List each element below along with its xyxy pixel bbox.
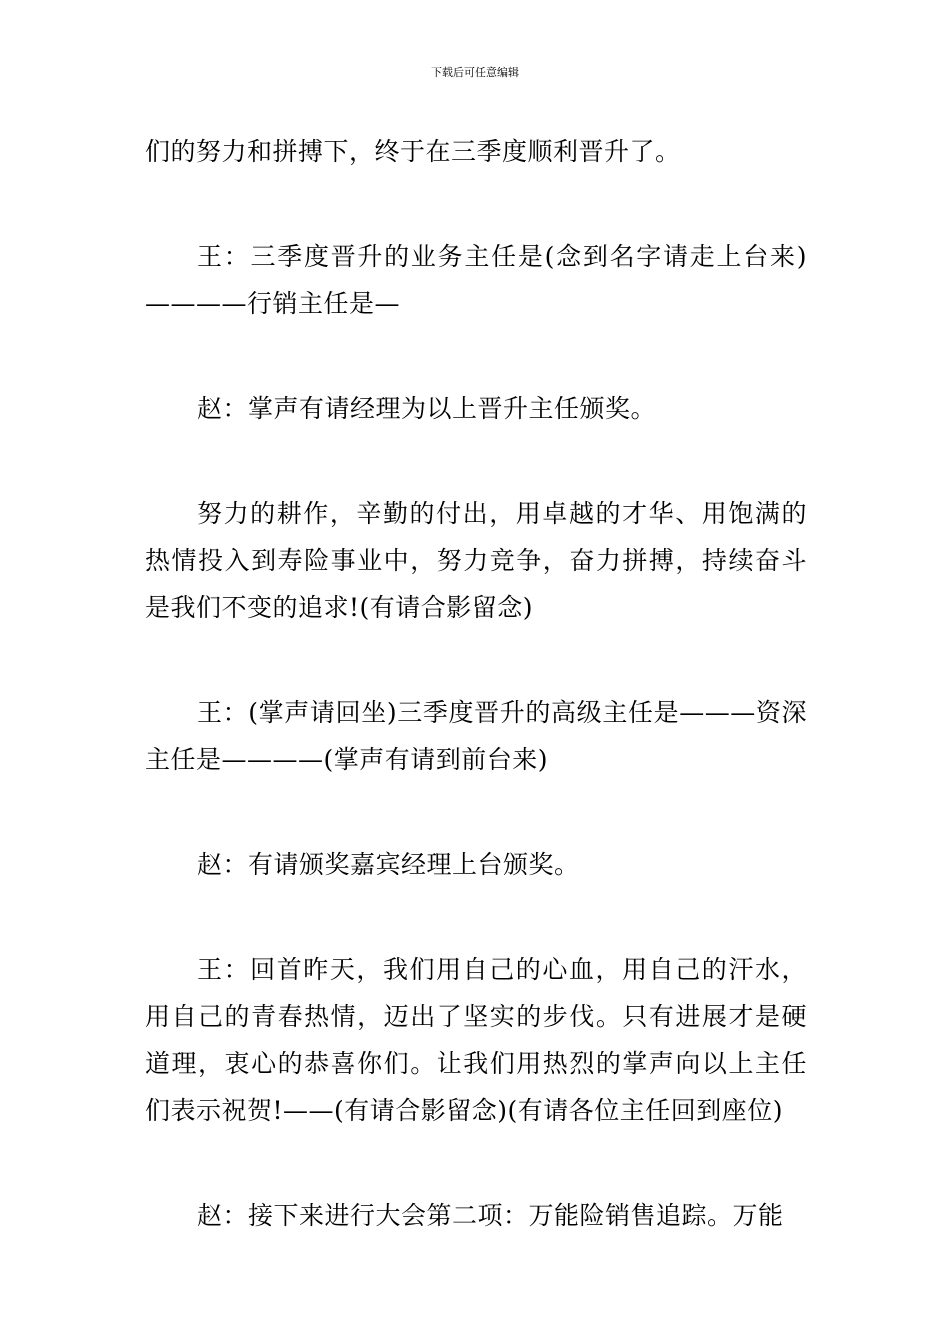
paragraph-1: 们的努力和拼搏下，终于在三季度顺利晋升了。 (145, 137, 681, 166)
paragraph-8: 赵：接下来进行大会第二项：万能险销售追踪。万能 (197, 1201, 784, 1230)
paragraph-7: 王：回首昨天，我们用自己的心血，用自己的汗水，用自己的青春热情，迈出了坚实的步伐。只有进展才是硬道理，衷心的恭喜你们。让我们用热烈的掌声向以上主任们表示祝贺!——(有请合影留念)(有请各位主任回到座位) (145, 955, 807, 1125)
paragraph-6: 赵：有请颁奖嘉宾经理上台颁奖。 (197, 850, 580, 879)
paragraph-4: 努力的耕作，辛勤的付出，用卓越的才华、用饱满的热情投入到寿险事业中，努力竞争，奋力拼搏，持续奋斗是我们不变的追求!(有请合影留念) (145, 499, 807, 622)
paragraph-2: 王：三季度晋升的业务主任是(念到名字请走上台来)————行销主任是— (145, 242, 807, 318)
paragraph-5: 王：(掌声请回坐)三季度晋升的高级主任是———资深主任是————(掌声有请到前台来) (145, 698, 807, 774)
document-body (145, 128, 807, 1239)
page-header: 下载后可任意编辑 (431, 66, 519, 79)
paragraph-3: 赵：掌声有请经理为以上晋升主任颁奖。 (197, 394, 657, 423)
